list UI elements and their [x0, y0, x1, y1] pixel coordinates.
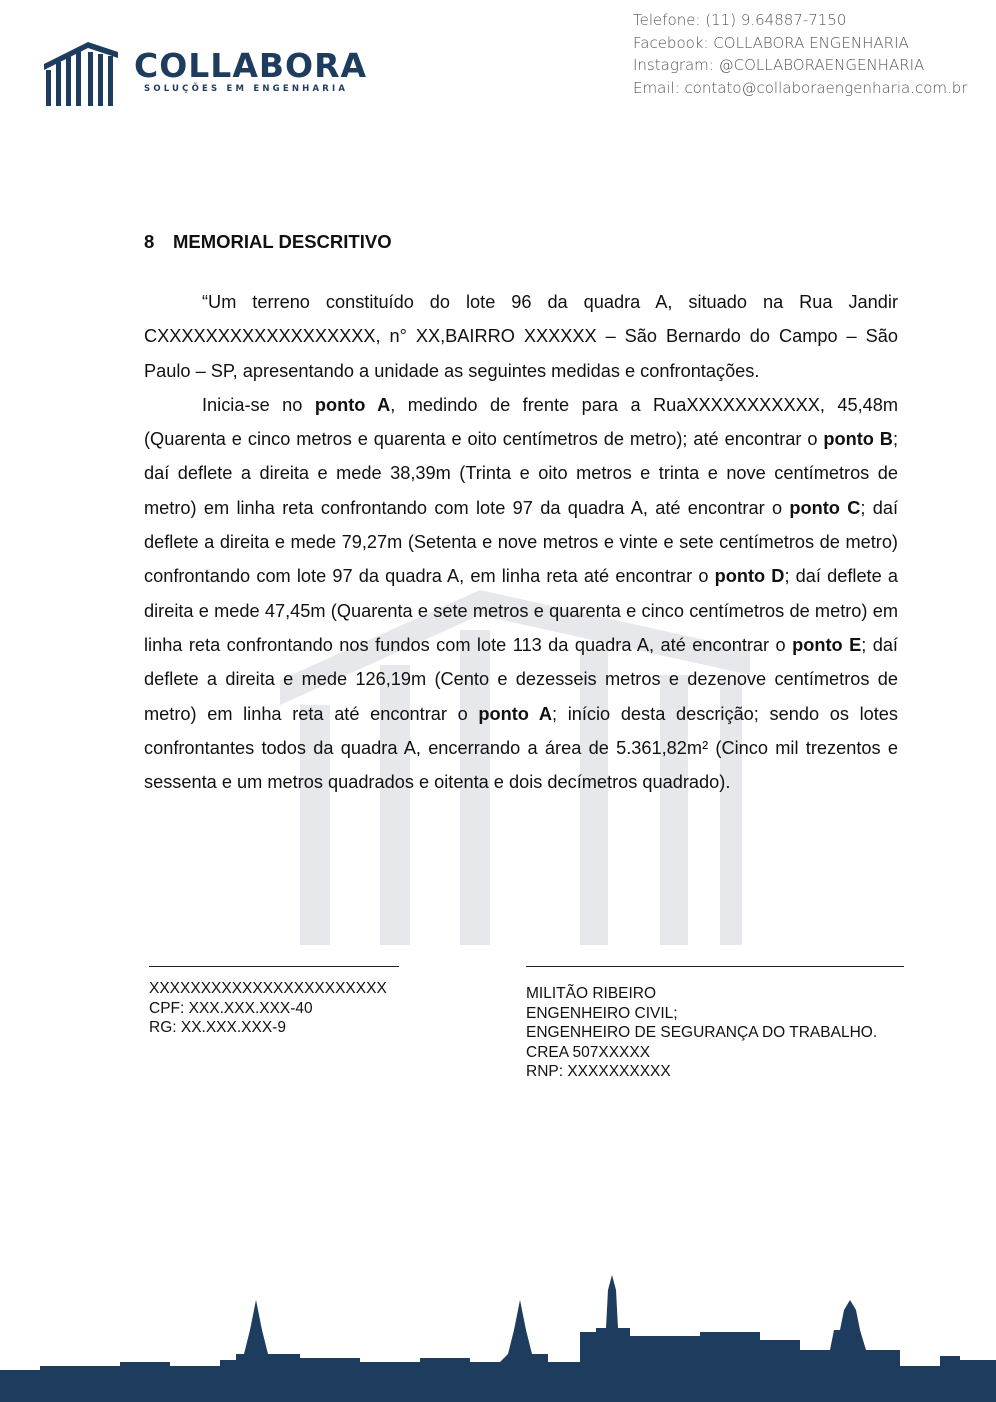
signature-line-left: [149, 966, 399, 967]
engineer-crea: CREA 507XXXXX: [526, 1043, 651, 1061]
paragraph-intro: “Um terreno constituído do lote 96 da quadra A, situado na Rua Jandir CXXXXXXXXXXXXXXXXXX, n° XX,BAIRRO XXXXXX – São Bernardo do Campo – São Paulo – SP, apresentando a unidade as seguintes medidas e confrontações.: [144, 292, 898, 381]
company-logo: [44, 38, 374, 110]
section-heading: [144, 231, 392, 253]
section-title: MEMORIAL DESCRITIVO: [173, 231, 392, 252]
engineer-title-safety: ENGENHEIRO DE SEGURANÇA DO TRABALHO.: [526, 1024, 878, 1041]
signature-block-engineer: [526, 984, 877, 1082]
owner-cpf: CPF: XXX.XXX.XXX-40: [149, 999, 313, 1017]
point-label: ponto E: [792, 634, 862, 655]
contact-phone: Telefone: (11) 9.64887-7150: [633, 11, 847, 29]
point-label: ponto B: [823, 429, 893, 450]
text-run: , medindo de frente para a RuaXXXXXXXXXXX, 45,48m (Quarenta e cinco metros e quarenta e oito centímetros de metro); até encontrar o: [144, 394, 898, 450]
engineer-title-civil: ENGENHEIRO CIVIL;: [526, 1004, 678, 1022]
text-run: ; início desta descrição; sendo os lotes confrontantes todos da quadra A, encerrando a área de 5.361,82m² (Cinco mil trezentos e sessenta e um metros quadrados e oitenta e dois decímetros quadrado).: [144, 703, 898, 793]
engineer-rnp: RNP: XXXXXXXXXX: [526, 1063, 671, 1080]
text-run: ; daí deflete a direita e mede 79,27m (Setenta e nove metros e vinte e sete centímetros de metro) confrontando com lote 97 da quadra A, em linha reta até encontrar o: [144, 497, 898, 587]
point-label: ponto A: [314, 394, 391, 415]
owner-name: XXXXXXXXXXXXXXXXXXXXXXX: [149, 980, 387, 997]
section-number: 8: [144, 231, 155, 252]
brand-tagline: SOLUÇÕES EM ENGENHARIA: [144, 84, 349, 94]
signature-line-right: [526, 966, 904, 967]
paragraph-description: [144, 388, 898, 800]
text-run: ; daí deflete a direita e mede 47,45m (Quarenta e sete metros e quarenta e cinco centímetros de metro) em linha reta confrontando nos fundos com lote 113 da quadra A, até encontrar o: [144, 566, 899, 655]
point-label: ponto D: [714, 566, 785, 587]
contact-block: [633, 9, 967, 99]
text-run: ; daí deflete a direita e mede 38,39m (Trinta e oito metros e trinta e nove centímetros de metro) em linha reta confrontando com lote 97 da quadra A, até encontrar o: [144, 429, 899, 518]
contact-facebook: Facebook: COLLABORA ENGENHARIA: [633, 33, 909, 52]
text-run: Inicia-se no: [202, 394, 315, 415]
signature-block-owner: [149, 979, 387, 1038]
contact-email: Email: contato@collaboraengenharia.com.br: [633, 78, 968, 97]
text-run: ; daí deflete a direita e mede 126,19m (Cento e dezesseis metros e dezenove centímetros de metro) em linha reta até encontrar o: [144, 634, 898, 724]
city-skyline-icon: [0, 1270, 996, 1402]
building-icon: [44, 38, 124, 108]
brand-name: COLLABORA: [134, 46, 368, 85]
owner-rg: RG: XX.XXX.XXX-9: [149, 1019, 286, 1036]
document-body: [144, 285, 898, 799]
point-label: ponto C: [789, 497, 861, 518]
engineer-name: MILITÃO RIBEIRO: [526, 985, 657, 1002]
contact-instagram: Instagram: @COLLABORAENGENHARIA: [633, 56, 925, 74]
point-label: ponto A: [478, 703, 552, 724]
